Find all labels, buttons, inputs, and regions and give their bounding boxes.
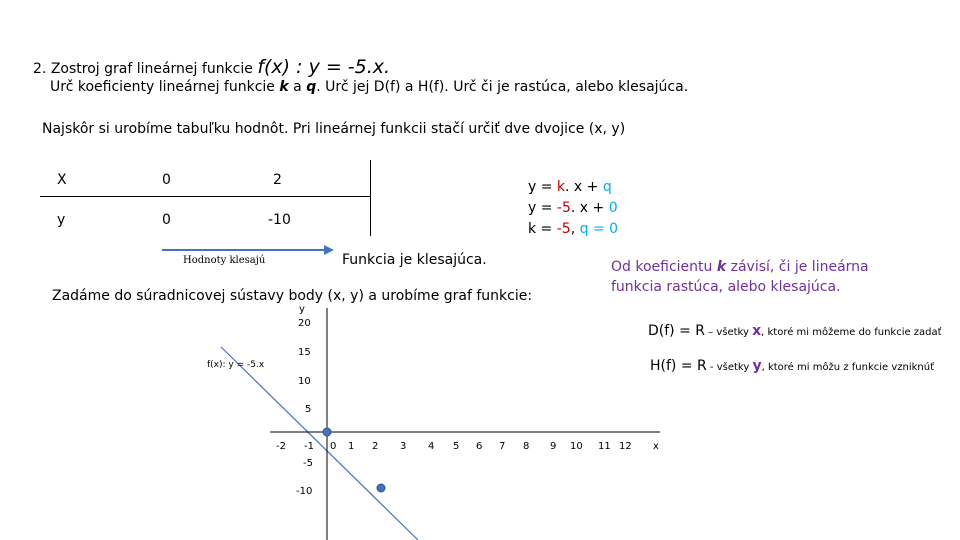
y-tick: -5	[303, 458, 313, 469]
domain-x: x	[752, 323, 762, 339]
graph-instruction: Zadáme do súradnicovej sústavy body (x, y) a urobíme graf funkcie:	[52, 288, 533, 304]
x-tick: 5	[453, 441, 460, 452]
y-tick: 20	[298, 318, 311, 329]
eq2-part: . x +	[570, 200, 609, 216]
eq2-q: 0	[608, 200, 618, 216]
x-tick: -2	[276, 441, 286, 452]
table-y-value-2: -10	[268, 212, 291, 228]
domain-dash: – všetky	[705, 327, 753, 338]
graph-point	[323, 428, 331, 436]
x-tick: 4	[428, 441, 435, 452]
coef-note-b: závisí, či je lineárna	[730, 259, 869, 275]
table-y-header: y	[57, 212, 66, 228]
table-x-value-1: 0	[162, 172, 171, 188]
task-function: f(x) : y = -5.x.	[257, 56, 391, 78]
x-tick: 0	[330, 441, 337, 452]
task-number: 2.	[33, 61, 47, 77]
table-x-header: X	[57, 172, 67, 188]
table-y-value-1: 0	[162, 212, 171, 228]
eq3-part: k =	[528, 221, 557, 237]
task-a: a	[293, 79, 302, 95]
eq1-q: q	[602, 179, 612, 195]
function-line	[221, 347, 418, 540]
task-intro: Zostroj graf lineárnej funkcie	[50, 61, 253, 77]
task-line2-b: . Urč jej D(f) a H(f). Urč či je rastúca, alebo klesajúca.	[316, 79, 689, 95]
eq2-part: y =	[528, 200, 557, 216]
y-axis-label: y	[299, 304, 305, 315]
eq3-part: ,	[570, 221, 580, 237]
coef-note-line-2: funkcia rastúca, alebo klesajúca.	[611, 279, 841, 295]
x-tick: -1	[304, 441, 314, 452]
domain-main: D(f) = R	[648, 323, 705, 339]
x-tick: 10	[570, 441, 583, 452]
x-tick: 9	[550, 441, 557, 452]
x-tick: 12	[619, 441, 632, 452]
y-tick: 15	[298, 347, 311, 358]
x-tick: 2	[372, 441, 379, 452]
coef-note-k: k	[716, 259, 727, 275]
x-tick: 7	[499, 441, 506, 452]
range-rest: , ktoré mi môžu z funkcie vzniknúť	[761, 362, 935, 373]
coef-note-a: Od koeficientu	[611, 259, 713, 275]
range-y: y	[752, 358, 762, 374]
eq1-k: k	[556, 179, 566, 195]
decreasing-text: Funkcia je klesajúca.	[342, 252, 487, 268]
x-tick: 1	[348, 441, 355, 452]
task-k: k	[279, 79, 289, 95]
x-axis-label: x	[653, 441, 659, 452]
eq2-k: -5	[556, 200, 571, 216]
graph-point	[377, 484, 385, 492]
domain-rest: , ktoré mi môžeme do funkcie zadať	[761, 327, 942, 338]
range-main: H(f) = R	[650, 358, 707, 374]
y-tick: 5	[305, 404, 312, 415]
instruction-text: Najskôr si urobíme tabuľku hodnôt. Pri lineárnej funkcii stačí určiť dve dvojice (x, y)	[42, 121, 626, 137]
task-q: q	[306, 79, 317, 95]
x-tick: 3	[400, 441, 407, 452]
y-tick: -10	[296, 486, 313, 497]
y-tick: 10	[298, 376, 311, 387]
eq1-part: y =	[528, 179, 557, 195]
task-line2-a: Urč koeficienty lineárnej funkcie	[50, 79, 275, 95]
range-dash: - všetky	[706, 362, 753, 373]
eq3-k: -5	[556, 221, 571, 237]
x-tick: 8	[523, 441, 530, 452]
function-label: f(x): y = -5.x	[207, 360, 265, 370]
arrow-label: Hodnoty klesajú	[183, 255, 266, 266]
table-x-value-2: 2	[273, 172, 282, 188]
eq1-part: . x +	[565, 179, 603, 195]
eq3-q: q = 0	[579, 221, 619, 237]
x-tick: 6	[476, 441, 483, 452]
x-tick: 11	[598, 441, 611, 452]
